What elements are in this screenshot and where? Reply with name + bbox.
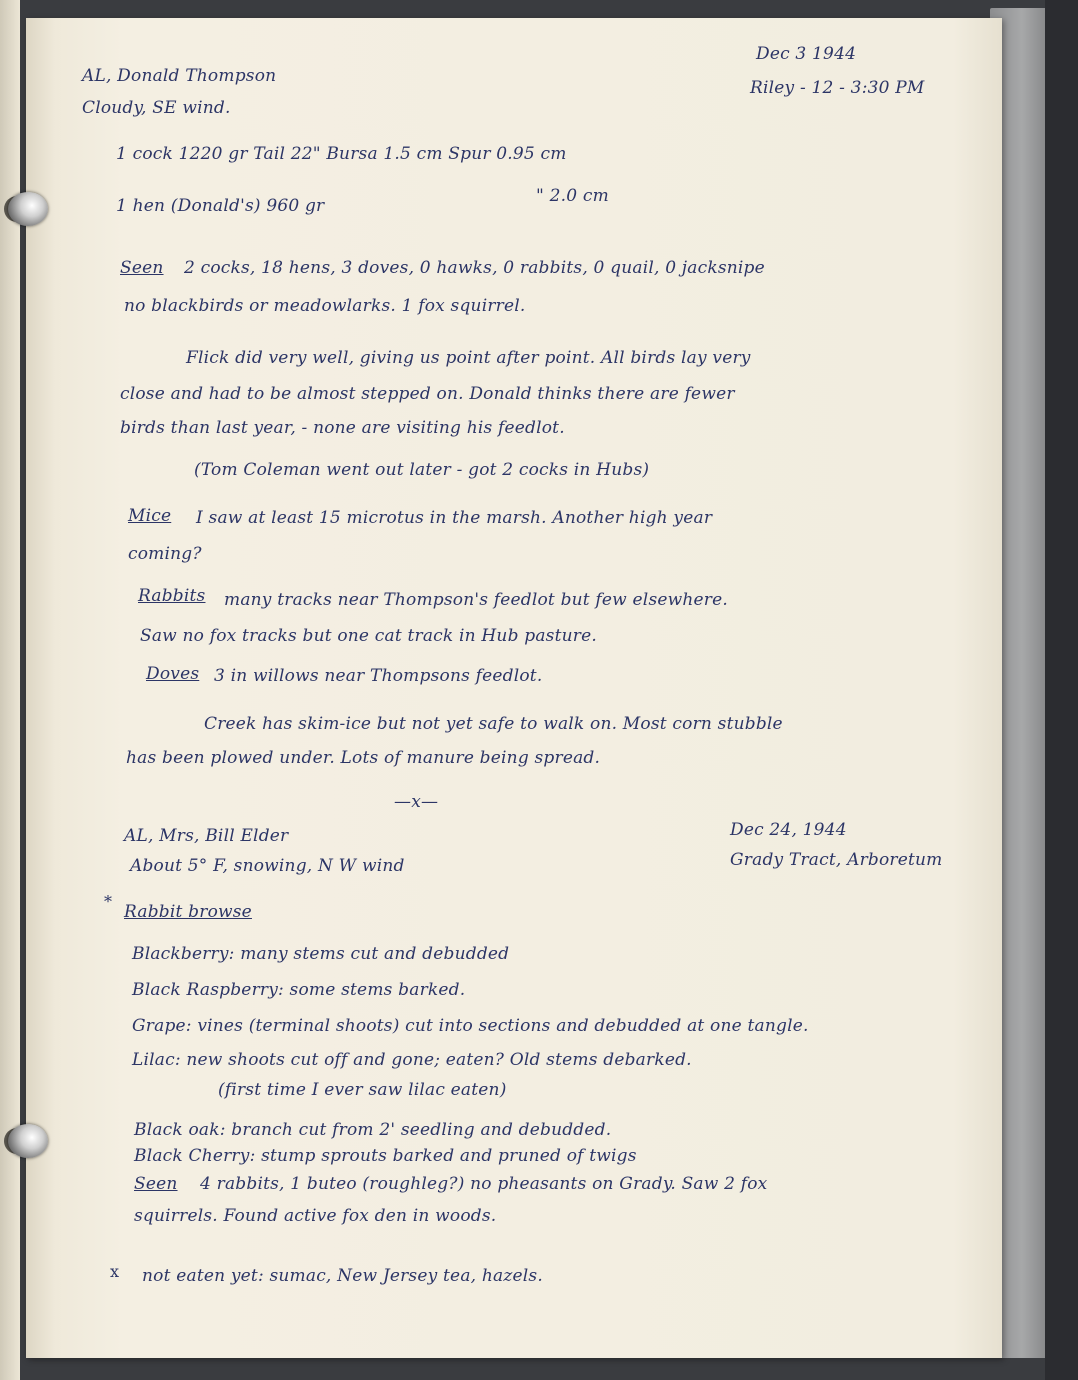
browse-black-oak: Black oak: branch cut from 2' seedling and debudded. — [134, 1120, 612, 1140]
entry-separator: —x— — [394, 792, 439, 812]
browse-black-cherry: Black Cherry: stump sprouts barked and pruned of twigs — [134, 1146, 637, 1166]
para2-line1: Creek has skim-ice but not yet safe to walk on. Most corn stubble — [204, 714, 783, 734]
seen-list: 2 cocks, 18 hens, 3 doves, 0 hawks, 0 rabbits, 0 quail, 0 jacksnipe — [184, 258, 765, 278]
para1-line3: birds than last year, - none are visiting his feedlot. — [120, 418, 565, 438]
entry2-seen-line1: 4 rabbits, 1 buteo (roughleg?) no pheasants on Grady. Saw 2 fox — [200, 1174, 768, 1194]
browse-grape: Grape: vines (terminal shoots) cut into sections and debudded at one tangle. — [132, 1016, 809, 1036]
entry2-date: Dec 24, 1944 — [730, 820, 847, 840]
browse-lilac-note: (first time I ever saw lilac eaten) — [218, 1080, 507, 1100]
asterisk-mark: * — [104, 892, 112, 911]
para1-line4: (Tom Coleman went out later - got 2 cocks in Hubs) — [194, 460, 650, 480]
entry1-observers: AL, Donald Thompson — [82, 66, 277, 86]
entry1-location-time: Riley - 12 - 3:30 PM — [750, 78, 925, 98]
browse-lilac: Lilac: new shoots cut off and gone; eaten? Old stems debarked. — [132, 1050, 692, 1070]
entry2-seen-label: Seen — [134, 1174, 178, 1194]
hen-measurements: 1 hen (Donald's) 960 gr — [116, 196, 325, 216]
hen-bursa: " 2.0 cm — [536, 186, 609, 206]
binder-spine-edge — [1045, 0, 1078, 1380]
seen-label: Seen — [120, 258, 164, 278]
entry1-date: Dec 3 1944 — [756, 44, 857, 64]
entry2-seen-line2: squirrels. Found active fox den in woods. — [134, 1206, 497, 1226]
entry1-weather: Cloudy, SE wind. — [82, 98, 231, 118]
binder-ring-bottom — [8, 1124, 48, 1158]
entry2-location: Grady Tract, Arboretum — [730, 850, 943, 870]
cock-measurements: 1 cock 1220 gr Tail 22" Bursa 1.5 cm Spur 0.95 cm — [116, 144, 567, 164]
seen-list-cont: no blackbirds or meadowlarks. 1 fox squirrel. — [124, 296, 526, 316]
mice-line2: coming? — [128, 544, 202, 564]
footnote-text: not eaten yet: sumac, New Jersey tea, hazels. — [142, 1266, 543, 1286]
binder-ring-top — [8, 192, 48, 226]
doves-line1: 3 in willows near Thompsons feedlot. — [214, 666, 543, 686]
entry2-observers: AL, Mrs, Bill Elder — [124, 826, 289, 846]
browse-black-raspberry: Black Raspberry: some stems barked. — [132, 980, 466, 1000]
para2-line2: has been plowed under. Lots of manure being spread. — [126, 748, 601, 768]
doves-label: Doves — [146, 664, 200, 684]
para1-line2: close and had to be almost stepped on. Donald thinks there are fewer — [120, 384, 735, 404]
rabbits-line1: many tracks near Thompson's feedlot but few elsewhere. — [224, 590, 728, 610]
footnote-mark: x — [110, 1262, 120, 1281]
rabbit-browse-title: Rabbit browse — [124, 902, 252, 922]
mice-line1: I saw at least 15 microtus in the marsh. Another high year — [196, 508, 713, 528]
browse-blackberry: Blackberry: many stems cut and debudded — [132, 944, 510, 964]
mice-label: Mice — [128, 506, 172, 526]
para1-line1: Flick did very well, giving us point after point. All birds lay very — [186, 348, 751, 368]
rabbits-label: Rabbits — [138, 586, 206, 606]
entry2-weather: About 5° F, snowing, N W wind — [130, 856, 405, 876]
rabbits-line2: Saw no fox tracks but one cat track in Hub pasture. — [140, 626, 597, 646]
